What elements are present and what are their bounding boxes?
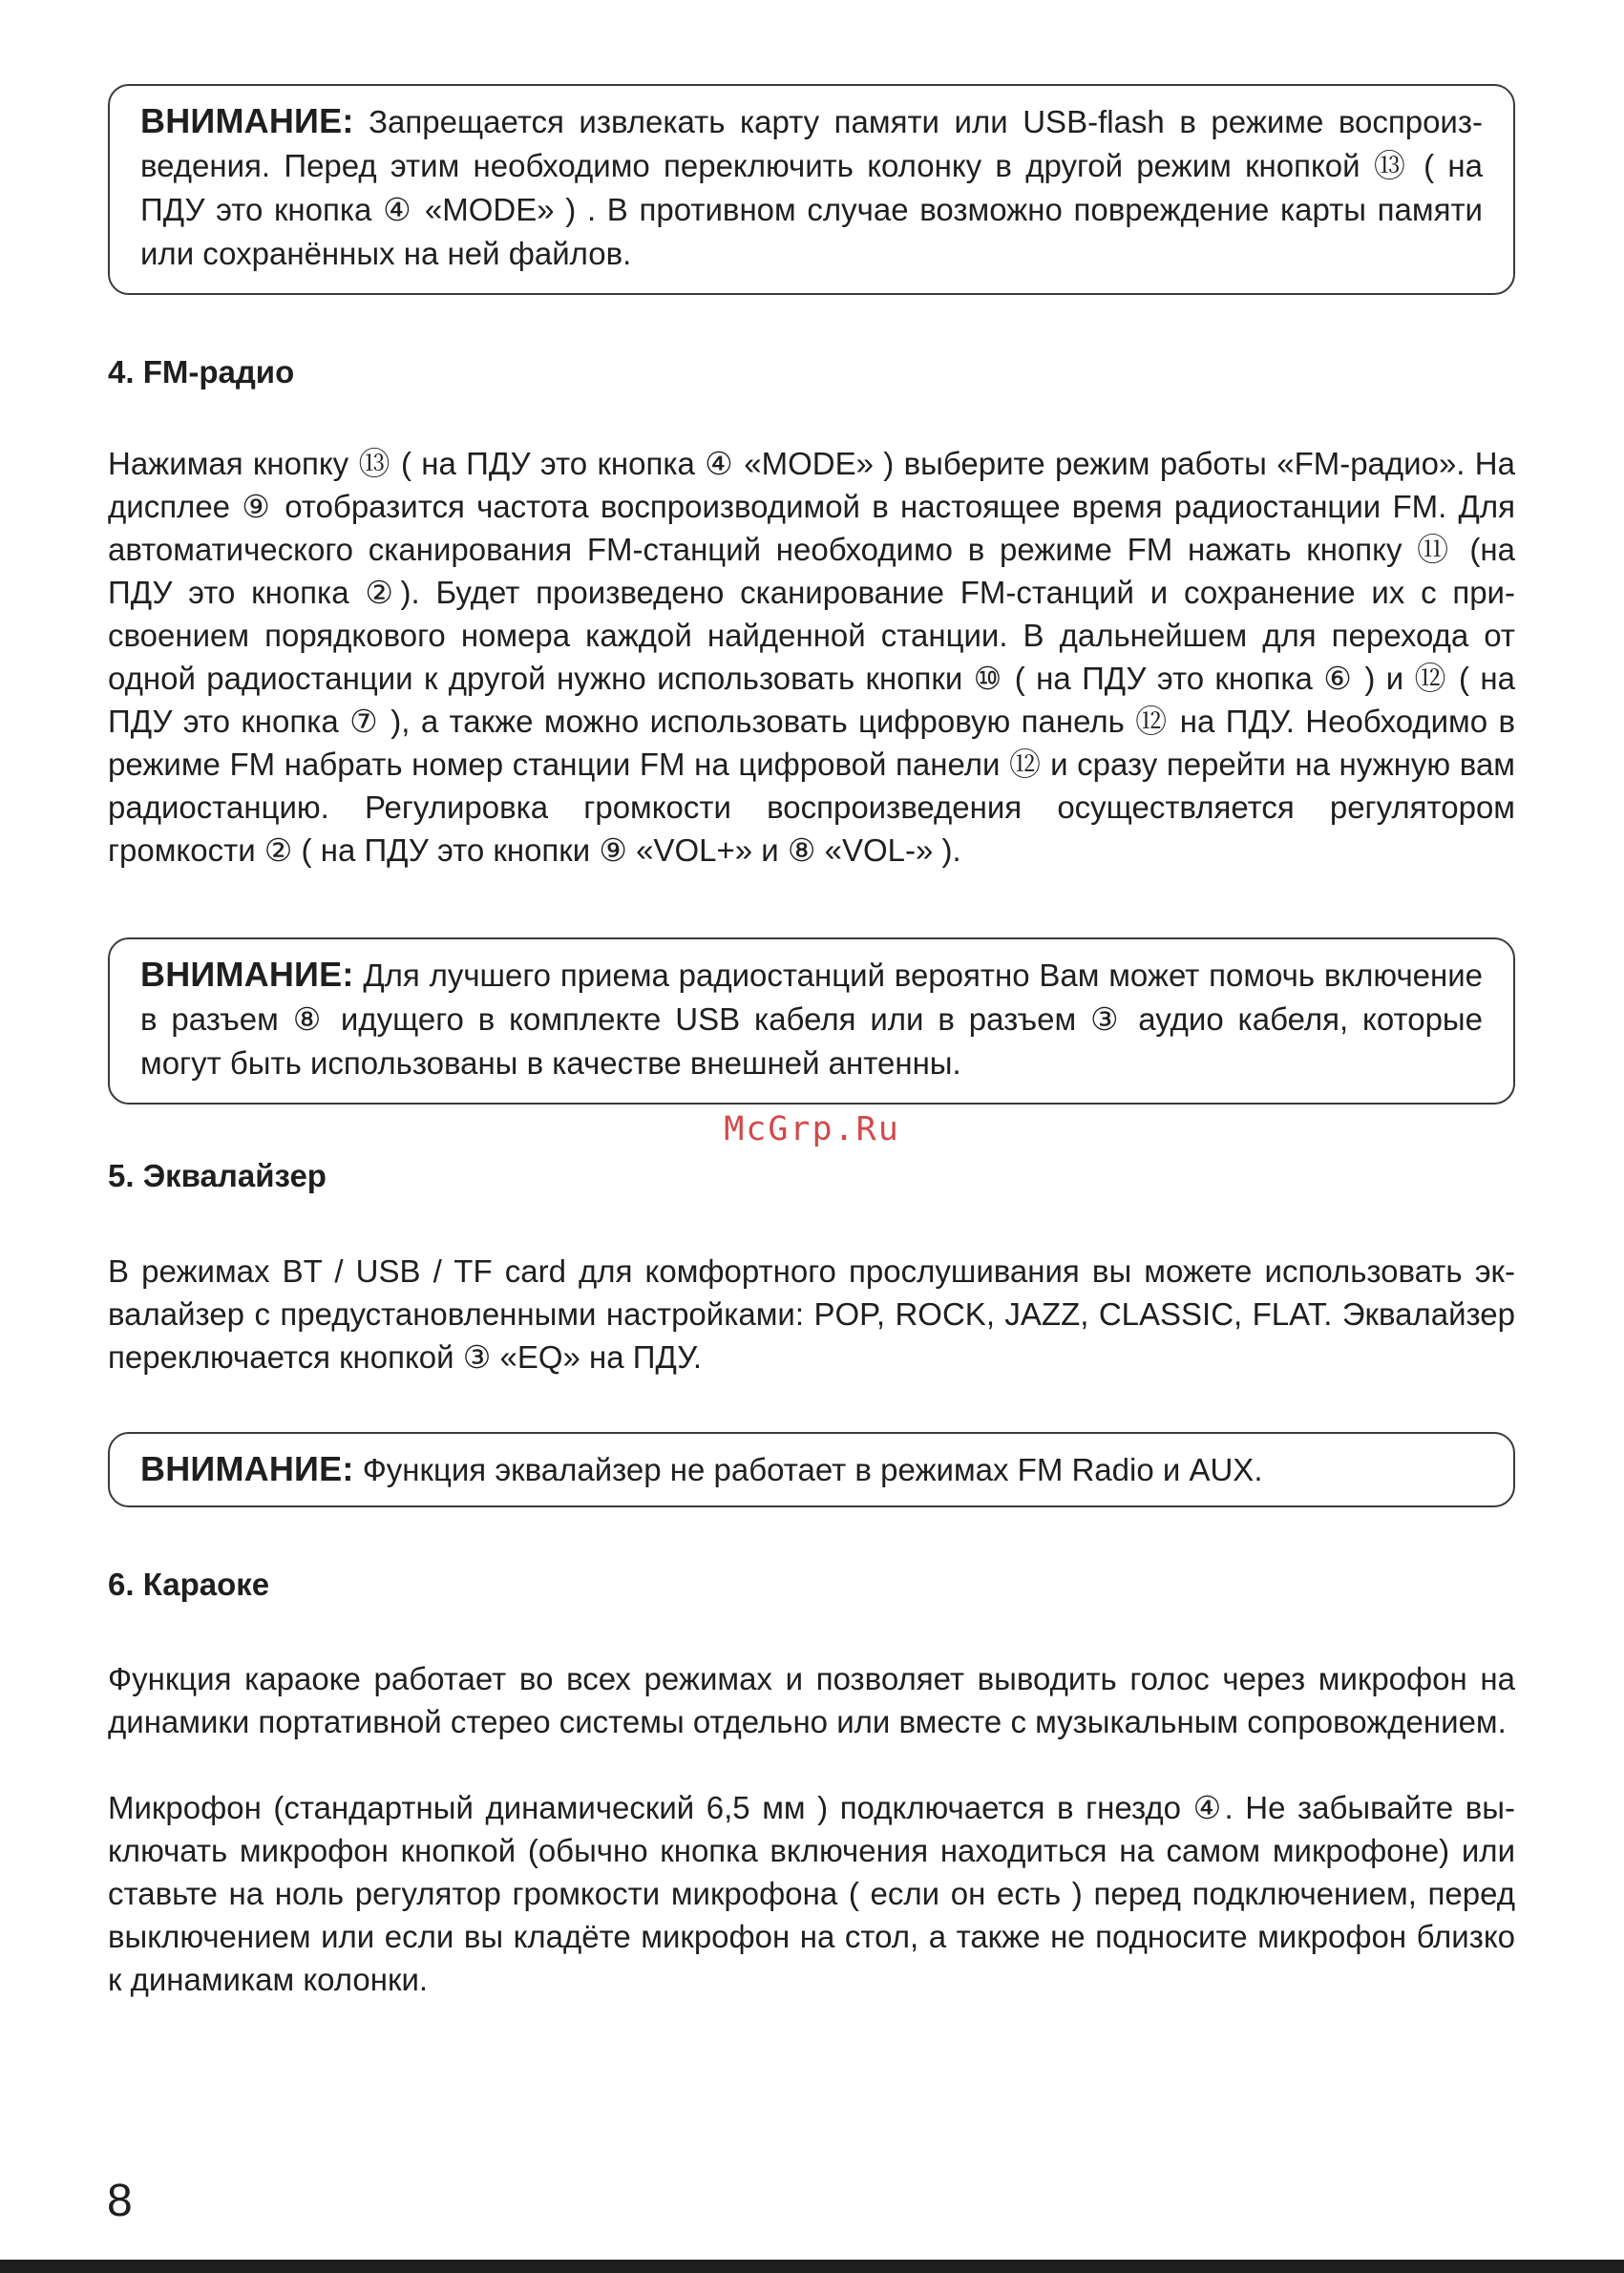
section-heading-fm-radio: 4. FM-радио xyxy=(108,354,295,389)
warning-label: ВНИМАНИЕ: xyxy=(140,101,354,140)
warning-box-memory-card xyxy=(108,84,1515,295)
page-number: 8 xyxy=(107,2176,133,2226)
warning-box-antenna xyxy=(108,937,1515,1105)
warning-label: ВНИМАНИЕ: xyxy=(140,1449,354,1488)
warning-label: ВНИМАНИЕ: xyxy=(140,955,354,994)
warning-text: Функция эквалайзер не работает в режимах FM Radio и AUX. xyxy=(362,1452,1263,1487)
watermark: McGrp.Ru xyxy=(724,1110,900,1148)
fm-radio-paragraph: Нажимая кнопку ⑬ ( на ПДУ это кнопка ④ «MODE» ) выберите режим работы «FM-радио». На дисплее ⑨ отобразится частота воспроизводимой в настоящее время радиостанции FM. Для автоматического сканирования FM-станций необходимо в режиме FM нажать кнопку ⑪ (на ПДУ это кнопка ②). Будет произведено сканирование FM-станций и сохранение их с присвоением порядкового номера каждой найденной станции. В дальнейшем для перехода от одной радиостанции к другой нужно использовать кнопки ⑩ ( на ПДУ это кнопка ⑥ ) и ⑫ ( на ПДУ это кнопка ⑦ ), а также можно использовать цифровую панель ⑫ на ПДУ. Необходимо в режиме FM набрать номер станции FM на цифровой панели ⑫ и сразу перейти на нужную вам радиостанцию. Регулировка громкости воспроизведения осуществляется регулятором громкости ② ( на ПДУ это кнопки ⑨ «VOL+» и ⑧ «VOL-» ). xyxy=(108,446,1515,868)
karaoke-paragraph-2: Микрофон (стандартный динамический 6,5 мм ) подключается в гнездо ④. Не забывайте выключать микрофон кнопкой (обычно кнопка включения находиться на самом микрофоне) или ставьте на ноль регулятор громкости микрофона ( если он есть ) перед подключением, перед выключением или если вы кладёте микрофон на стол, а также не подносите микрофон близко к динамикам колонки. xyxy=(108,1790,1515,1997)
bottom-bar xyxy=(0,2260,1624,2273)
section-heading-equalizer: 5. Эквалайзер xyxy=(108,1158,327,1193)
section-heading-karaoke: 6. Караоке xyxy=(108,1567,270,1602)
karaoke-paragraph-1: Функция караоке работает во всех режимах и позволяет выводить голос через микрофон на динамики портативной стерео системы отдельно или вместе с музыкальным сопровождением. xyxy=(108,1661,1515,1739)
warning-text: Для лучшего приема радиостанций вероятно Вам может помочь включение в разъем ⑧ идущего в комплекте USB кабеля или в разъем ③ аудио кабеля, которые могут быть использованы в качестве внешней антенны. xyxy=(140,958,1483,1081)
warning-box-equalizer xyxy=(108,1432,1515,1507)
warning-text: Запрещается извлекать карту памяти или USB-flash в режиме воспроизведения. Перед этим необходимо переключить колонку в другой режим кнопкой ⑬ ( на ПДУ это кнопка ④ «MODE» ) . В противном случае возможно повреждение карты памяти или сохранённых на ней файлов. xyxy=(140,104,1484,271)
equalizer-paragraph: В режимах BT / USB / TF card для комфортного прослушивания вы можете использовать эквалайзер с предустановленными настройками: POP, ROCK, JAZZ, CLASSIC, FLAT. Эквалайзер переключается кнопкой ③ «EQ» на ПДУ. xyxy=(108,1253,1515,1375)
